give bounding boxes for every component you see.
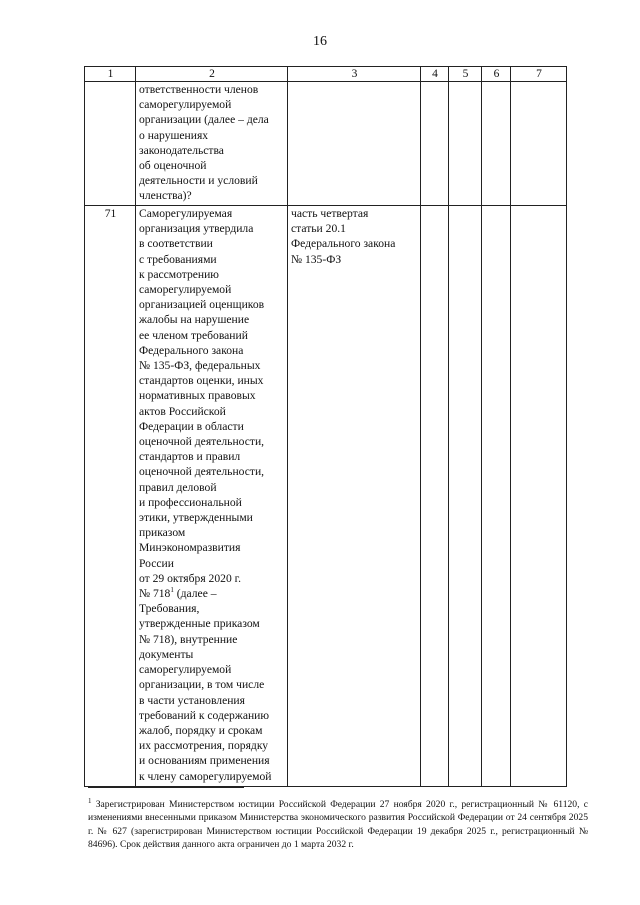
question-line: к члену саморегулируемой — [139, 769, 272, 783]
reference-line: статьи 20.1 — [291, 222, 346, 236]
question-line: оценочной деятельности, — [139, 465, 265, 479]
question-line: и основаниям применения — [139, 754, 270, 768]
question-line: № 135-ФЗ, федеральных — [139, 359, 261, 373]
reference-line: № 135-ФЗ — [291, 252, 342, 266]
question-line: саморегулируемой — [139, 283, 232, 297]
reference-line: Федерального закона — [291, 237, 396, 251]
question-line: ответственности членов — [139, 83, 259, 96]
question-line: требований к содержанию — [139, 708, 270, 722]
cell-legal-reference — [288, 206, 421, 787]
cell-no — [449, 206, 482, 787]
question-line-with-footnote: № $718^1$ (далее – — [139, 586, 217, 601]
question-line: № 718), внутренние — [139, 632, 238, 646]
reference-line: часть четвертая — [291, 207, 369, 220]
header-col-5: 5 — [449, 67, 482, 82]
cell-note — [511, 206, 567, 787]
question-line: о нарушениях — [139, 128, 209, 142]
cell-no — [449, 82, 482, 206]
cell-question — [136, 82, 288, 206]
footnote — [88, 798, 588, 852]
question-line: документы — [139, 647, 194, 661]
header-col-4: 4 — [421, 67, 449, 82]
question-line: Требования, — [139, 602, 200, 616]
question-line: саморегулируемой — [139, 663, 232, 677]
question-line: организации (далее – дела — [139, 113, 269, 127]
question-line: саморегулируемой — [139, 98, 232, 112]
question-line: в части установления — [139, 693, 245, 707]
header-col-6: 6 — [482, 67, 511, 82]
question-line: об оценочной — [139, 159, 207, 173]
question-line: жалоб, порядку и срокам — [139, 723, 263, 737]
footnote-marker: 1 — [88, 796, 92, 805]
question-line: с требованиями — [139, 252, 217, 266]
question-line: России — [139, 556, 174, 570]
question-line: Саморегулируемая — [139, 207, 233, 220]
cell-yes — [421, 206, 449, 787]
question-line: утвержденные приказом — [139, 617, 260, 631]
question-line: к рассмотрению — [139, 267, 219, 281]
question-line: ее членом требований — [139, 328, 248, 342]
question-line: организации, в том числе — [139, 678, 265, 692]
checklist-table — [84, 66, 567, 787]
cell-number — [85, 82, 136, 206]
question-line: правил деловой — [139, 480, 217, 494]
question-line: организацией оценщиков — [139, 298, 265, 312]
question-line: деятельности и условий — [139, 174, 258, 188]
cell-legal-reference — [288, 82, 421, 206]
question-line: жалобы на нарушение — [139, 313, 250, 327]
question-line: их рассмотрения, порядку — [139, 739, 269, 753]
cell-not-applicable — [482, 206, 511, 787]
table-row-continuation — [85, 82, 567, 206]
question-line: приказом — [139, 526, 186, 540]
header-row — [85, 67, 567, 82]
table-row-71 — [85, 206, 567, 787]
header-col-1: 1 — [85, 67, 136, 82]
cell-note — [511, 82, 567, 206]
question-line: оценочной деятельности, — [139, 435, 265, 449]
question-line: стандартов и правил — [139, 450, 241, 464]
question-line: и профессиональной — [139, 495, 242, 509]
footnote-ref: 1 — [170, 586, 174, 595]
question-line: членства)? — [139, 189, 192, 203]
header-col-7: 7 — [511, 67, 567, 82]
footnote-text: Зарегистрирован Министерством юстиции Российской Федерации 27 ноября 2020 г., регистрационный № 61120, с изменениями внесенными приказом Министерства экономического развития Российской Федерации от 24 сентября 2025 г. № 627 (зарегистрирован Министерством юстиции Российской Федерации 19 декабря 2025 г., регистрационный № 84696). Срок действия данного акта ограничен до 1 марта 2032 г. — [88, 799, 588, 851]
question-line: актов Российской — [139, 404, 226, 418]
question-line: организация утвердила — [139, 222, 254, 236]
question-line: законодательства — [139, 143, 224, 157]
question-line: в соответствии — [139, 237, 213, 251]
footnote-separator — [88, 787, 244, 788]
cell-not-applicable — [482, 82, 511, 206]
question-line: этики, утвержденными — [139, 511, 253, 525]
page-number: 16 — [313, 34, 327, 49]
question-line: Федерации в области — [139, 419, 244, 433]
cell-yes — [421, 82, 449, 206]
question-line: нормативных правовых — [139, 389, 256, 403]
question-line: Федерального закона — [139, 343, 244, 357]
question-line: стандартов оценки, иных — [139, 374, 264, 388]
cell-number: 71 — [85, 206, 136, 787]
header-col-3: 3 — [288, 67, 421, 82]
header-col-2: 2 — [136, 67, 288, 82]
cell-question — [136, 206, 288, 787]
question-line: Минэкономразвития — [139, 541, 241, 555]
question-line: от 29 октября 2020 г. — [139, 571, 241, 585]
